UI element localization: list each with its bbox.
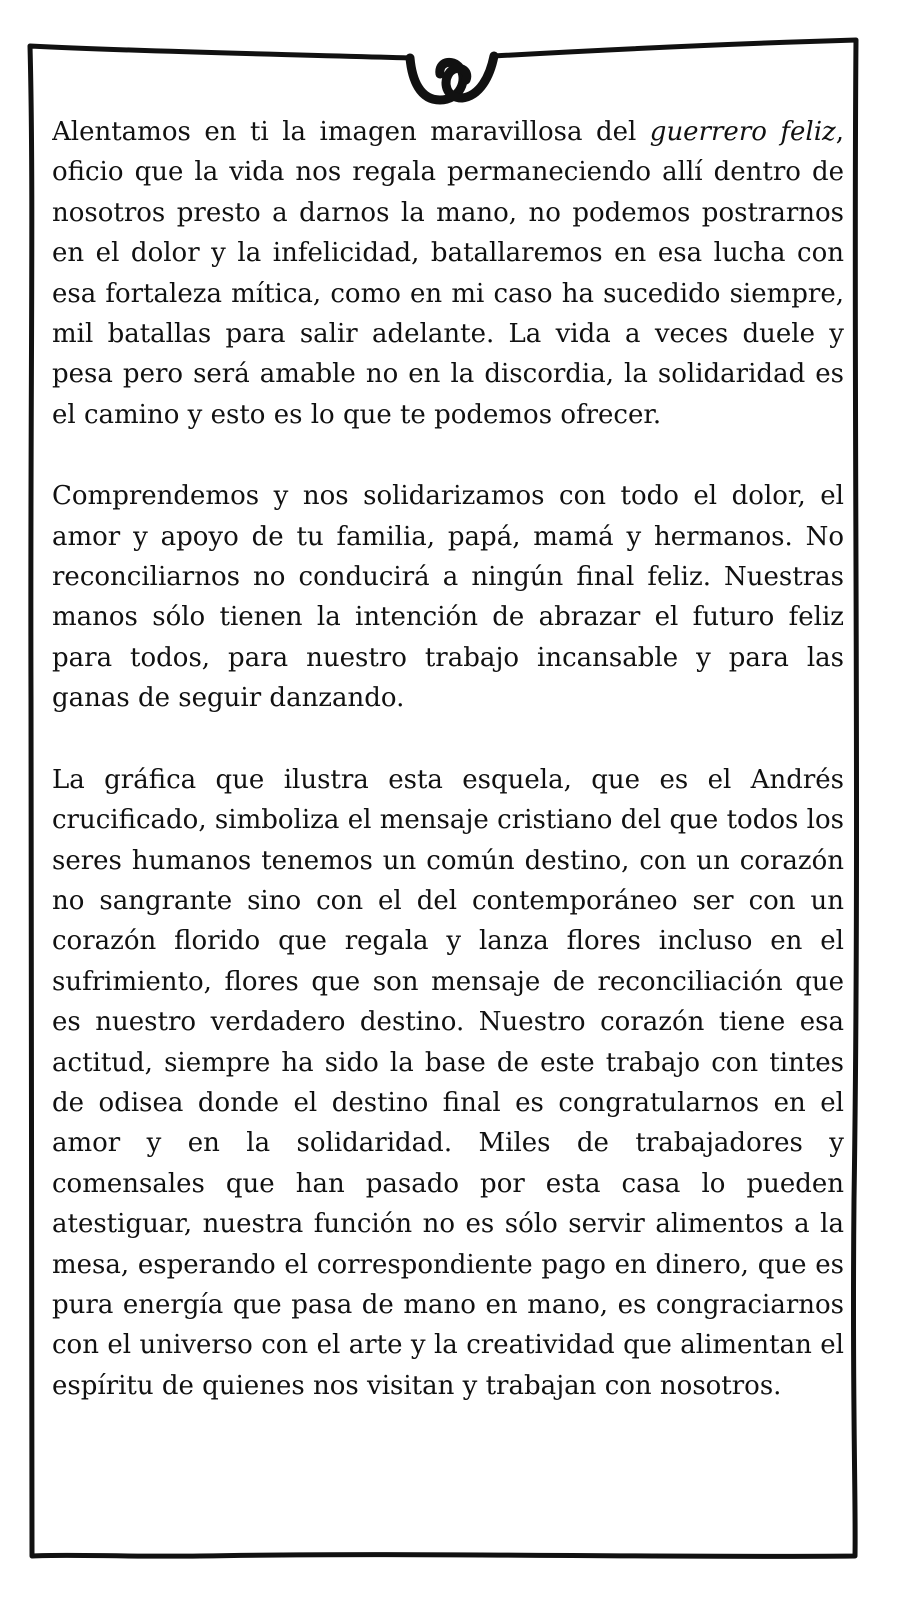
scroll-ornament-icon: [410, 56, 494, 100]
letter-body: [52, 112, 844, 1532]
paragraph-3: La gráfica que ilustra esta esquela, que es el Andrés crucificado, simboliza el mensaje cristiano del que todos los seres humanos tenemos un común destino, con un corazón no sangrante sino con el del contemporáneo ser con un corazón florido que regala y lanza flores incluso en el sufrimiento, flores que son mensaje de reconciliación que es nuestro verdadero destino. Nuestro corazón tiene esa actitud, siempre ha sido la base de este trabajo con tintes de odisea donde el destino final es congratularnos en el amor y en la solidaridad. Miles de trabajadores y comensales que han pasado por esta casa lo pueden atestiguar, nuestra función no es sólo servir alimentos a la mesa, esperando el correspondiente pago en dinero, que es pura energía que pasa de mano en mano, es congraciarnos con el universo con el arte y la creatividad que alimentan el espíritu de quienes nos visitan y trabajan con nosotros.: [52, 764, 844, 1401]
paragraph-1-intro: Alentamos en ti la imagen maravillosa del: [52, 117, 650, 147]
paragraph-1: [52, 112, 844, 435]
paragraph-1-emphasis: guerrero feliz: [649, 117, 836, 147]
paragraph-1-rest: , oficio que la vida nos regala permaneciendo allí dentro de nosotros presto a darnos la mano, no podemos postrarnos en el dolor y la infelicidad, batallaremos en esa lucha con esa fortaleza mítica, como en mi caso ha sucedido siempre, mil batallas para salir adelante. La vida a veces duele y pesa pero será amable no en la discordia, la solidaridad es el camino y esto es lo que te podemos ofrecer.: [52, 117, 844, 430]
paragraph-2: Comprendemos y nos solidarizamos con todo el dolor, el amor y apoyo de tu familia, papá, mamá y hermanos. No reconciliarnos no conducirá a ningún final feliz. Nuestras manos sólo tienen la intención de abrazar el futuro feliz para todos, para nuestro trabajo incansable y para las ganas de seguir danzando.: [52, 481, 844, 714]
